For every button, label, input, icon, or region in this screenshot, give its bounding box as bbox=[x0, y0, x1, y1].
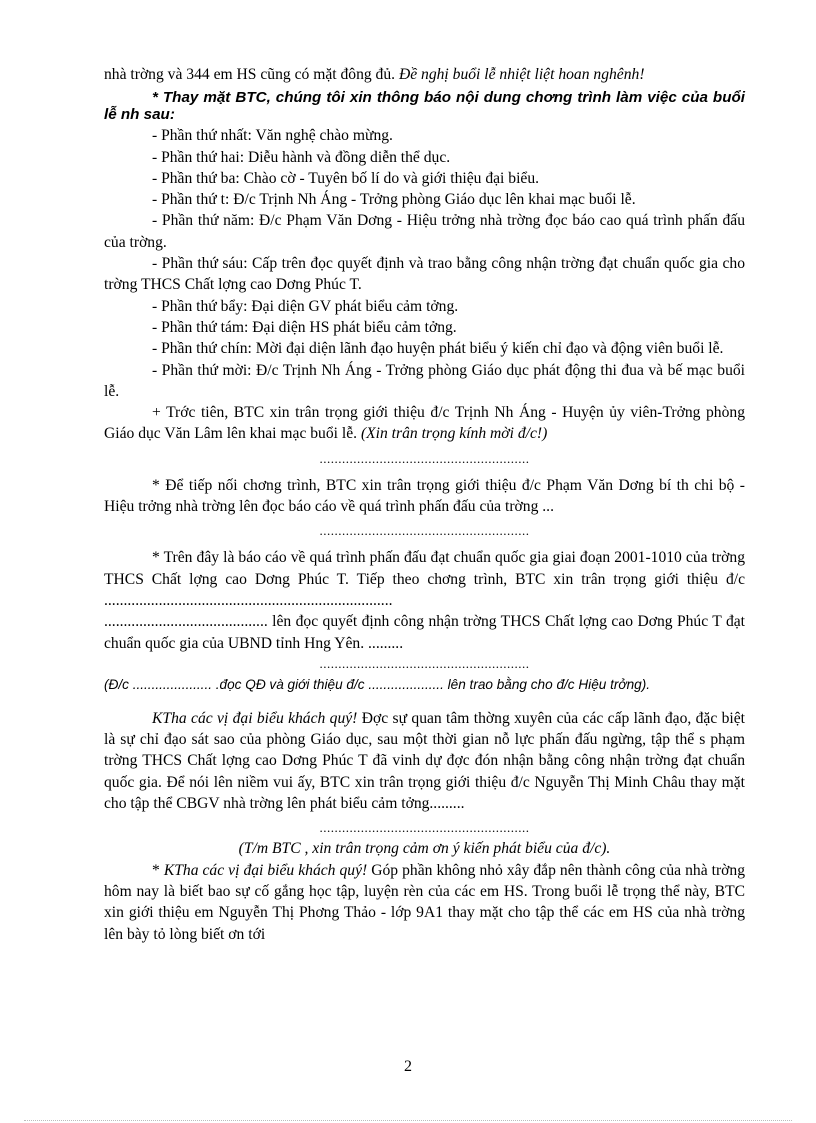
program-item-9: - Phần thứ chín: Mời đại diện lãnh đạo huyện phát biểu ý kiến chỉ đạo và động viên buổi lễ. bbox=[152, 340, 724, 358]
paragraph-report: * Trên đây là báo cáo về quá trình phấn đấu đạt chuẩn quốc gia giai đoạn 2001-1010 của trờng THCS Chất lợng cao Dơng Phúc T. Tiếp theo chơng trình, BTC xin trân trọng giới thiệu đ/c .......................................................................... bbox=[104, 549, 745, 609]
intro-text: nhà trờng và 344 em HS cũng có mặt đông đủ. bbox=[104, 66, 399, 83]
program-item-5: - Phần thứ năm: Đ/c Phạm Văn Dơng - Hiệu trởng nhà trờng đọc báo cao quá trình phấn đấu của trờng. bbox=[104, 212, 745, 251]
thanks-line: (T/m BTC , xin trân trọng cảm ơn ý kiến phát biểu của đ/c). bbox=[238, 840, 611, 858]
paragraph-teacher-speech bbox=[104, 708, 745, 814]
program-item-8: - Phần thứ tám: Đại diện HS phát biểu cảm tởng. bbox=[152, 318, 457, 336]
program-item-4: - Phần thứ t: Đ/c Trịnh Nh Áng - Trởng phòng Giáo dục lên khai mạc buổi lễ. bbox=[152, 191, 636, 209]
intro-italic: Đề nghị buổi lễ nhiệt liệt hoan nghênh! bbox=[398, 66, 645, 83]
page-number: 2 bbox=[404, 1058, 412, 1075]
program-item-3: - Phần thứ ba: Chào cờ - Tuyên bố lí do và giới thiệu đại biểu. bbox=[152, 169, 540, 187]
dotted-separator-4: ........................................................ bbox=[319, 820, 530, 836]
dotted-separator-1: ........................................................ bbox=[319, 450, 530, 466]
paragraph-report-cont: .......................................... lên đọc quyết định công nhận trờng THCS Chất lợng cao Dơng Phúc T đạt chuẩn quốc gia của UBND tỉnh Hng Yên. ......... bbox=[104, 613, 745, 652]
footer-dotted-rule bbox=[24, 1120, 792, 1121]
program-item-10: - Phần thứ mời: Đ/c Trịnh Nh Áng - Trởng phòng Giáo dục phát động thi đua và bế mạc buổi lễ. bbox=[104, 361, 745, 400]
paragraph-intro bbox=[104, 64, 745, 85]
program-item-1: - Phần thứ nhất: Văn nghệ chào mừng. bbox=[152, 127, 393, 145]
paragraph-student-speech bbox=[104, 860, 745, 945]
dotted-separator-2: ........................................................ bbox=[319, 523, 530, 539]
dotted-separator-3: ........................................................ bbox=[319, 655, 530, 671]
program-item-7: - Phần thứ bẩy: Đại diện GV phát biểu cảm tởng. bbox=[152, 297, 459, 315]
star-marker: * bbox=[152, 861, 164, 879]
document-page bbox=[104, 64, 745, 945]
greeting-italic-1: KTha các vị đại biểu khách quý! bbox=[152, 709, 358, 727]
first-speaker-text: + Trớc tiên, BTC xin trân trọng giới thiệu đ/c Trịnh Nh Áng - Huyện ủy viên-Trởng phòng Giáo dục Văn Lâm lên khai mạc buổi lễ. bbox=[104, 404, 745, 443]
student-speech-text: Góp phần không nhỏ xây đắp nên thành công của nhà trờng hôm nay là biết bao sự cố gắng học tập, luyện rèn của các em HS. Trong buổi lễ trọng thể này, BTC xin giới thiệu em Nguyễn Thị Phơng Thảo - lớp 9A1 thay mặt cho tập thể các em HS của nhà trờng lên bày tỏ lòng biết ơn tới bbox=[104, 861, 745, 943]
paragraph-next-speaker: * Để tiếp nối chơng trình, BTC xin trân trọng giới thiệu đ/c Phạm Văn Dơng bí th chi bộ - Hiệu trởng nhà trờng lên đọc báo cáo về quá trình phấn đấu của trờng ... bbox=[104, 476, 745, 516]
first-speaker-italic: (Xin trân trọng kính mời đ/c!) bbox=[360, 425, 548, 443]
paragraph-first-speaker bbox=[104, 402, 745, 445]
teacher-speech-text: Đợc sự quan tâm thờng xuyên của các cấp lãnh đạo, đặc biệt là sự chỉ đạo sát sao của phòng Giáo dục, sau một thời gian nỗ lực phấn đấu ngừng, tập thể s phạm trờng THCS Chất lợng cao Dơng Phúc T đã vinh dự đợc đón nhận bằng công nhận trờng đạt chuẩn quốc gia. Để nói lên niềm vui ấy, BTC xin trân trọng giới thiệu đ/c Nguyễn Thị Minh Châu thay mặt cho tập thể CBGV nhà trờng lên phát biểu cảm tởng......... bbox=[104, 709, 745, 813]
program-heading: * Thay mặt BTC, chúng tôi xin thông báo nội dung chơng trình làm việc của buổi lễ nh sau: bbox=[104, 89, 745, 124]
greeting-italic-2: KTha các vị đại biểu khách quý! bbox=[163, 861, 368, 879]
stage-note: (Đ/c ..................... .đọc QĐ và giới thiệu đ/c .................... lên trao bằng cho đ/c Hiệu trởng). bbox=[104, 676, 651, 692]
program-item-2: - Phần thứ hai: Diễu hành và đồng diễn thể dục. bbox=[152, 148, 451, 166]
program-item-6: - Phần thứ sáu: Cấp trên đọc quyết định và trao bằng công nhận trờng đạt chuẩn quốc gia cho trờng THCS Chất lợng cao Dơng Phúc T. bbox=[104, 255, 745, 294]
